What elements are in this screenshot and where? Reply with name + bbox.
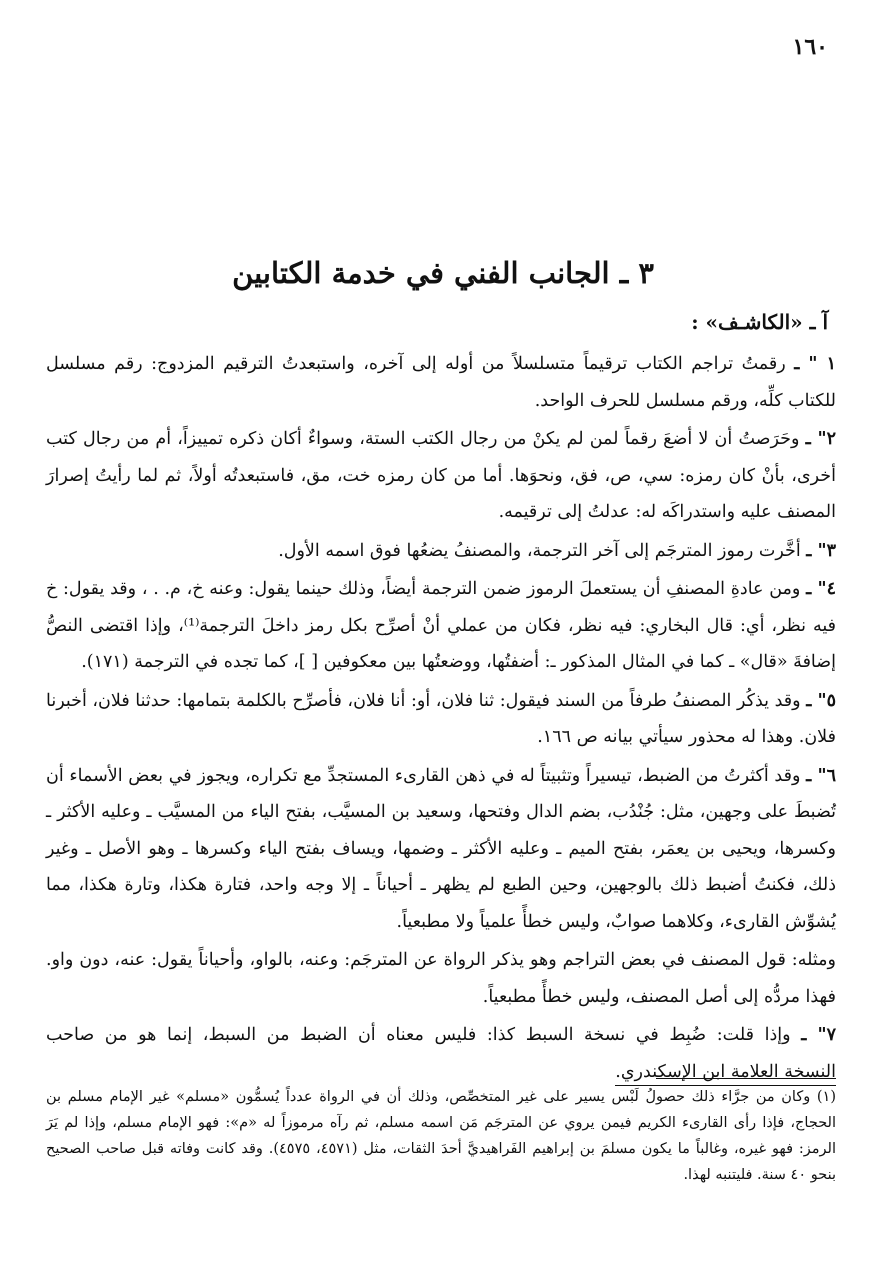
subsection-heading: آ ـ «الكاشـف» : (691, 310, 828, 334)
body-text (46, 346, 836, 1092)
paragraph-4 (46, 571, 836, 681)
paragraph-text: ومن عادةِ المصنفِ أن يستعملَ الرموز ضمن الترجمة أيضاً، وذلك حينما يقول: وعنه خ، م. . ، وقد يقول: خ فيه نظر، أي: قال البخاري: فيه نظر، فكان من عملي أنْ أصرِّح بكل رمز داخلَ الترجمة⁽¹⁾، وإذا اقتضى النصُّ إضافةَ «قال» ـ كما في المثال المذكور ـ: أضفتُها، ووضعتُها بين معكوفين [ ]، كما تجده في الترجمة (١٧١). (46, 579, 836, 672)
paragraph-2 (46, 421, 836, 531)
paragraph-text: رقمتُ تراجم الكتاب ترقيماً متسلسلاً من أوله إلى آخره، واستبعدتُ الترقيم المزدوج: رقم مسلسل للكتاب كلِّه، ورقم مسلسل للحرف الواحد. (46, 354, 836, 411)
paragraph-number: ٢" ـ (805, 429, 836, 449)
footnote-1: (١) وكان من جرَّاء ذلك حصولُ لَبْس يسير على غير المتخصِّص، وذلك أن في الرواة عدداً يُسمُّون «مسلم» غير الإمام مسلم بن الحجاج، فإذا رأى القارىء الكريم فيمن يروي عن المترجَم مَن اسمه مسلم، ثم رآه مرموزاً له «م»: فهو الإمام مسلم، وإذا لم يَرَ الرمز: فهو غيره، وغالباً ما يكون مسلمَ بن إبراهيم الفَراهيديَّ أحدَ الثقات، مثل (٤٥٧١، ٤٥٧٥). وقد كانت وفاته قبل صاحب الصحيح بنحو ٤٠ سنة. فليتنبه لهذا. (46, 1089, 837, 1183)
paragraph-number: ٧" ـ (801, 1025, 836, 1045)
footnotes (46, 1084, 836, 1188)
paragraph-number: ١ " ـ (794, 354, 836, 374)
paragraph-6 (46, 758, 836, 941)
paragraph-text: وقد أكثرتُ من الضبط، تيسيراً وتثبيتاً له في ذهن القارىء المستجدِّ مع تكراره، ويجوز في بعض الأسماء أن تُضبطَ على وجهين، مثل: جُنْدُب، بضم الدال وفتحها، وسعيد بن المسيَّب، بفتح الياء من المسيَّب ـ وعليه الأكثر ـ وكسرها، ويحيى بن يعمَر، بفتح الميم ـ وعليه الأكثر ـ وضمها، ويساف بفتح الياء وكسرها ـ وهو الأصل ـ وغير ذلك، فكنتُ أضبط ذلك بالوجهين، وحين الطبع لم يظهر ـ أحياناً ـ إلا وجه واحد، فتارة هكذا، وتارة هكذا، مما يُشوِّش القارىء، وكلاهما صوابٌ، وليس خطأً علمياً ولا مطبعياً. (46, 765, 836, 932)
paragraph-text: وحَرَصتُ أن لا أضعَ رقماً لمن لم يكنْ من رجال الكتب الستة، وسواءٌ أكان ذكره تمييزاً، أم من رجال كتب أخرى، بأنْ كان رمزه: سي، ص، فق، ونحوَها. أما من كان رمزه خت، مق، فاستبعدتُه أولاً، ثم لما رأيتُ إصرارَ المصنف عليه واستدراكَه له: عدلتُ إلى ترقيمه. (46, 429, 836, 522)
paragraph-1 (46, 346, 836, 419)
paragraph-text: أخَّرت رموز المترجَم إلى آخر الترجمة، والمصنفُ يضعُها فوق اسمه الأول. (278, 540, 807, 561)
paragraph-5 (46, 683, 836, 756)
paragraph-number: ٣" ـ (806, 540, 836, 561)
paragraph-tail: النسخة العلامة ابن الإسكندري. (615, 1059, 836, 1086)
section-title: ٣ ـ الجانب الفني في خدمة الكتابين (232, 256, 654, 290)
page-number: ١٦٠ (792, 34, 828, 60)
paragraph-text: وإذا قلت: ضُبِط في نسخة السبط كذا: فليس معناه أن الضبط من السبط، إنما هو من صاحب (46, 1025, 802, 1045)
paragraph-text: ومثله: قول المصنف في بعض التراجم وهو يذكر الرواة عن المترجَم: وعنه، بالواو، وأحياناً يقول: عنه، دون واو. فهذا مردُّه إلى أصل المصنف، وليس خطأً مطبعياً. (46, 950, 836, 1007)
paragraph-number: ٦" ـ (806, 765, 836, 786)
paragraph-number: ٥" ـ (806, 690, 836, 711)
paragraph-6-continued (46, 942, 836, 1015)
footnote-divider (656, 1078, 836, 1079)
paragraph-number: ٤" ـ (806, 579, 836, 599)
paragraph-7 (46, 1017, 836, 1090)
paragraph-3 (46, 533, 836, 570)
paragraph-text: وقد يذكُر المصنفُ طرفاً من السند فيقول: ثنا فلان، أو: أنا فلان، فأصرِّح بالكلمة بتمامها: حدثنا فلان، أخبرنا فلان. وهذا له محذور سيأتي بيانه ص ١٦٦. (46, 690, 836, 747)
